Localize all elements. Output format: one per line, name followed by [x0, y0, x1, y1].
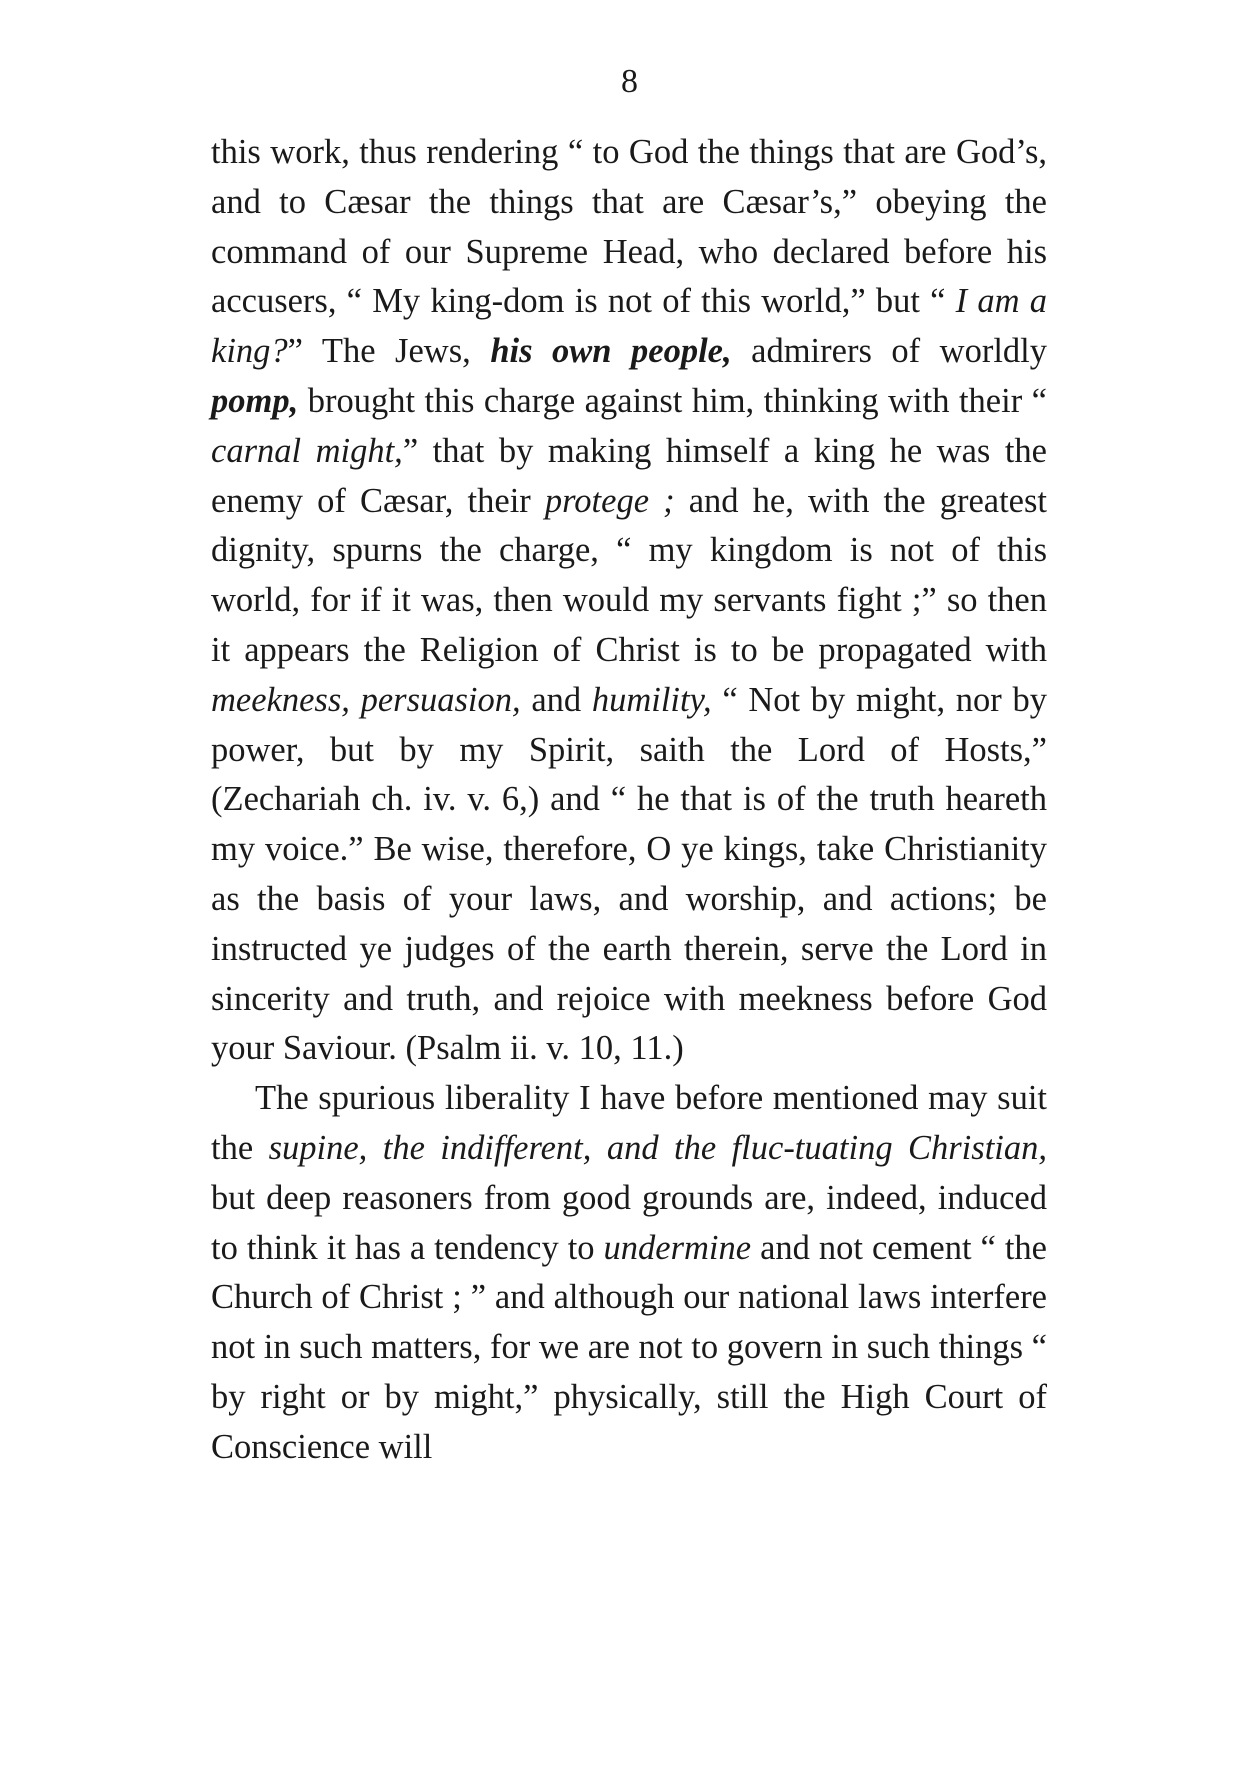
italic-run: I am a king? [211, 282, 1047, 371]
text-run: and [520, 680, 592, 719]
text-run: and he, with the greatest dignity, spurns the charge, “ my kingdom is not of this world, for if it was, then would my servants fight ;” so then it appears the Religion of Christ is to be propagated with [211, 481, 1047, 669]
text-run: ” that by making himself a king he was the enemy of Cæsar, their [211, 431, 1047, 520]
italic-run: protege ; [544, 481, 675, 520]
bold-italic-run: his own people, [490, 332, 732, 371]
text-run: “ Not by might, nor by power, but by my Spirit, saith the Lord of Hosts,” (Zechariah ch. iv. v. 6,) and “ he that is of the truth heareth my voice.” Be wise, therefore, O ye kings, take Christianity as the basis of your laws, and worship, and actions; be instructed ye judges of the earth therein, serve the Lord in sincerity and truth, and rejoice with meekness before God your Saviour. (Psalm ii. v. 10, 11.) [211, 680, 1047, 1068]
text-run: The spurious liberality I have before mentioned may suit the [211, 1079, 1047, 1167]
italic-run: meekness, persuasion, [211, 680, 521, 719]
text-run: admirers of worldly [731, 332, 1048, 371]
text-run: but deep reasoners from good grounds are, indeed, induced to think it has a tendency to [211, 1178, 1047, 1267]
page-number: 8 [621, 63, 638, 100]
text-run: brought this charge against him, thinking with their “ [298, 381, 1047, 420]
text-run: ” The Jews, [287, 332, 491, 371]
paragraph [211, 1074, 1047, 1472]
text-run: and not cement “ the Church of Christ ; ” and although our national laws interfere not in such matters, for we are not to govern in such things “ by right or by might,” physically, still the High Court of Conscience will [211, 1228, 1047, 1466]
bold-italic-run: pomp, [211, 381, 299, 420]
text-run: this work, thus rendering “ to God the things that are God’s, and to Cæsar the things that are Cæsar’s,” obeying the command of our Supreme Head, who declared before his accusers, “ My king-dom is not of this world,” but “ [211, 133, 1047, 321]
italic-run: undermine [603, 1228, 752, 1267]
italic-run: supine, the indifferent, and the fluc-tuating Christian, [268, 1128, 1047, 1167]
body-text [211, 128, 1047, 1473]
italic-run: humility, [591, 680, 712, 719]
paragraph [211, 128, 1047, 1074]
italic-run: carnal might, [211, 431, 403, 470]
